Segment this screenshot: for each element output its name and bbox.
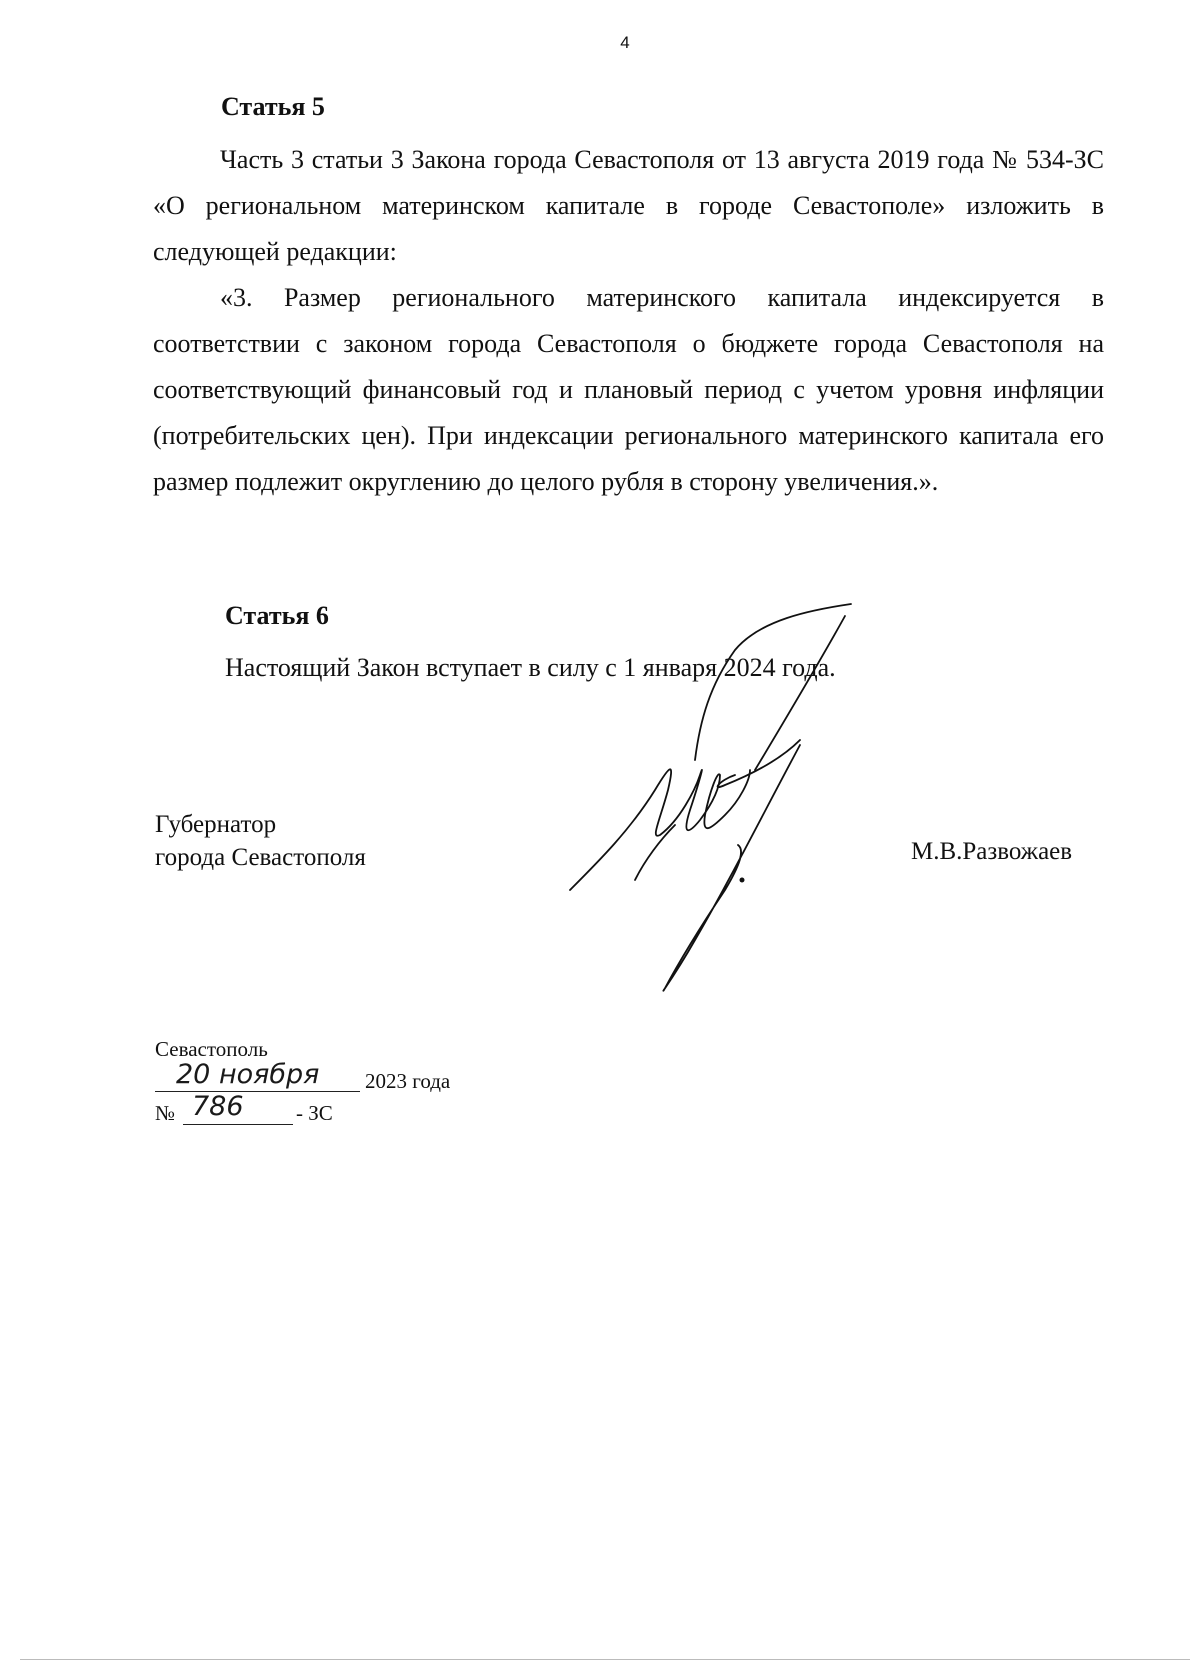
footer-year: 2023 года (365, 1069, 451, 1093)
signatory-name: М.В.Развожаев (911, 838, 1073, 865)
footer-date-handwritten: 20 ноября (176, 1059, 320, 1090)
footer-city: Севастополь (155, 1037, 268, 1061)
scan-edge-line (20, 1659, 1190, 1660)
number-underline (183, 1124, 293, 1125)
footer-number-suffix: - ЗС (296, 1101, 333, 1125)
signatory-position-line-1: Губернатор (155, 811, 277, 838)
signatory-position-line-2: города Севастополя (155, 844, 366, 871)
footer-number-handwritten: 786 (192, 1091, 244, 1122)
page-number: 4 (620, 33, 630, 52)
handwritten-signature (560, 590, 880, 1000)
article-5-title: Статья 5 (221, 92, 325, 121)
signatory-position (155, 808, 366, 874)
date-underline (155, 1091, 360, 1092)
article-5-paragraph-1: Часть 3 статьи 3 Закона города Севастополя от 13 августа 2019 года № 534-ЗС «О региональном материнском капитале в городе Севастополе» изложить в следующей редакции: (153, 145, 1104, 266)
article-5-paragraph-2: «3. Размер регионального материнского капитала индексируется в соответствии с законом города Севастополя о бюджете города Севастополя на соответствующий финансовый год и плановый период с учетом уровня инфляции (потребительских цен). При индексации регионального материнского капитала его размер подлежит округлению до целого рубля в сторону увеличения.». (153, 283, 1104, 496)
article-6-title: Статья 6 (225, 601, 329, 630)
footer-number-prefix: № (155, 1101, 176, 1125)
article-6-text: Настоящий Закон вступает в силу с 1 января 2024 года. (225, 653, 836, 682)
